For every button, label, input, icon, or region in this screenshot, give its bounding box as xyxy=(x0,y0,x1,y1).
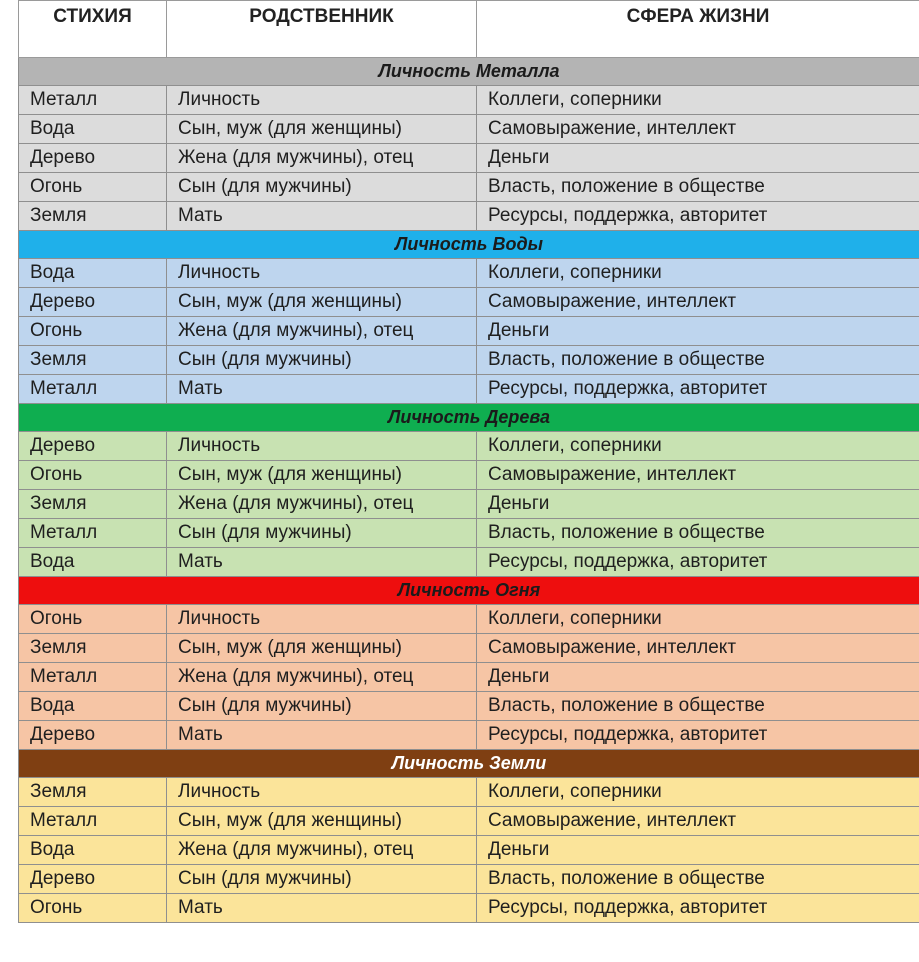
cell-relative: Жена (для мужчины), отец xyxy=(167,490,477,519)
cell-relative: Сын (для мужчины) xyxy=(167,519,477,548)
table-row xyxy=(19,375,919,404)
cell-relative: Мать xyxy=(167,894,477,923)
cell-relative: Личность xyxy=(167,778,477,807)
cell-relative: Жена (для мужчины), отец xyxy=(167,836,477,865)
table-row xyxy=(19,432,919,461)
cell-life-sphere: Самовыражение, интеллект xyxy=(477,807,919,836)
cell-element: Огонь xyxy=(19,461,167,490)
cell-relative: Жена (для мужчины), отец xyxy=(167,317,477,346)
group-header-metal xyxy=(19,58,919,86)
table-row xyxy=(19,317,919,346)
cell-element: Огонь xyxy=(19,894,167,923)
cell-element: Дерево xyxy=(19,865,167,894)
cell-element: Дерево xyxy=(19,288,167,317)
table-row xyxy=(19,836,919,865)
table-row xyxy=(19,461,919,490)
table-row xyxy=(19,115,919,144)
cell-element: Металл xyxy=(19,86,167,115)
cell-life-sphere: Власть, положение в обществе xyxy=(477,519,919,548)
cell-life-sphere: Самовыражение, интеллект xyxy=(477,634,919,663)
cell-element: Металл xyxy=(19,519,167,548)
table-row xyxy=(19,144,919,173)
cell-element: Вода xyxy=(19,692,167,721)
cell-element: Вода xyxy=(19,548,167,577)
cell-life-sphere: Ресурсы, поддержка, авторитет xyxy=(477,721,919,750)
table-row xyxy=(19,605,919,634)
cell-relative: Сын, муж (для женщины) xyxy=(167,288,477,317)
cell-relative: Личность xyxy=(167,432,477,461)
cell-life-sphere: Самовыражение, интеллект xyxy=(477,115,919,144)
cell-life-sphere: Коллеги, соперники xyxy=(477,605,919,634)
header-relative: РОДСТВЕННИК xyxy=(167,1,477,58)
cell-element: Огонь xyxy=(19,605,167,634)
table-body xyxy=(19,58,919,923)
header-element: СТИХИЯ xyxy=(19,1,167,58)
cell-life-sphere: Деньги xyxy=(477,144,919,173)
cell-relative: Мать xyxy=(167,721,477,750)
cell-element: Вода xyxy=(19,259,167,288)
cell-relative: Личность xyxy=(167,259,477,288)
cell-life-sphere: Ресурсы, поддержка, авторитет xyxy=(477,548,919,577)
cell-element: Огонь xyxy=(19,173,167,202)
table-row xyxy=(19,894,919,923)
cell-life-sphere: Деньги xyxy=(477,836,919,865)
cell-element: Земля xyxy=(19,202,167,231)
cell-life-sphere: Коллеги, соперники xyxy=(477,86,919,115)
cell-relative: Жена (для мужчины), отец xyxy=(167,144,477,173)
cell-life-sphere: Коллеги, соперники xyxy=(477,259,919,288)
table-row xyxy=(19,634,919,663)
five-elements-table xyxy=(18,0,919,923)
table-row xyxy=(19,346,919,375)
cell-life-sphere: Ресурсы, поддержка, авторитет xyxy=(477,375,919,404)
cell-relative: Личность xyxy=(167,605,477,634)
group-header-earth xyxy=(19,750,919,778)
table-row xyxy=(19,288,919,317)
cell-life-sphere: Власть, положение в обществе xyxy=(477,173,919,202)
table-row xyxy=(19,692,919,721)
table-row xyxy=(19,86,919,115)
cell-life-sphere: Деньги xyxy=(477,317,919,346)
table-row xyxy=(19,490,919,519)
cell-life-sphere: Власть, положение в обществе xyxy=(477,865,919,894)
cell-element: Металл xyxy=(19,663,167,692)
cell-relative: Мать xyxy=(167,375,477,404)
cell-life-sphere: Деньги xyxy=(477,663,919,692)
cell-life-sphere: Власть, положение в обществе xyxy=(477,346,919,375)
header-row xyxy=(19,1,919,58)
group-header-water xyxy=(19,231,919,259)
cell-relative: Сын, муж (для женщины) xyxy=(167,634,477,663)
header-life-sphere: СФЕРА ЖИЗНИ xyxy=(477,1,919,58)
table-header xyxy=(19,1,919,58)
cell-life-sphere: Самовыражение, интеллект xyxy=(477,461,919,490)
table-row xyxy=(19,519,919,548)
cell-element: Дерево xyxy=(19,721,167,750)
cell-relative: Сын (для мужчины) xyxy=(167,692,477,721)
cell-relative: Сын, муж (для женщины) xyxy=(167,461,477,490)
table-row xyxy=(19,663,919,692)
cell-element: Дерево xyxy=(19,144,167,173)
cell-life-sphere: Власть, положение в обществе xyxy=(477,692,919,721)
cell-relative: Мать xyxy=(167,202,477,231)
table-row xyxy=(19,173,919,202)
group-title: Личность Воды xyxy=(19,231,919,259)
five-elements-table-container xyxy=(18,0,919,923)
cell-element: Металл xyxy=(19,375,167,404)
cell-element: Вода xyxy=(19,836,167,865)
cell-life-sphere: Самовыражение, интеллект xyxy=(477,288,919,317)
group-title: Личность Огня xyxy=(19,577,919,605)
group-title: Личность Земли xyxy=(19,750,919,778)
cell-life-sphere: Деньги xyxy=(477,490,919,519)
table-row xyxy=(19,202,919,231)
cell-element: Земля xyxy=(19,778,167,807)
cell-relative: Сын (для мужчины) xyxy=(167,173,477,202)
table-row xyxy=(19,865,919,894)
cell-relative: Сын, муж (для женщины) xyxy=(167,807,477,836)
cell-relative: Сын (для мужчины) xyxy=(167,346,477,375)
cell-life-sphere: Коллеги, соперники xyxy=(477,778,919,807)
cell-element: Вода xyxy=(19,115,167,144)
cell-element: Металл xyxy=(19,807,167,836)
cell-life-sphere: Ресурсы, поддержка, авторитет xyxy=(477,202,919,231)
cell-relative: Жена (для мужчины), отец xyxy=(167,663,477,692)
table-row xyxy=(19,807,919,836)
cell-relative: Сын (для мужчины) xyxy=(167,865,477,894)
cell-relative: Личность xyxy=(167,86,477,115)
table-row xyxy=(19,548,919,577)
cell-life-sphere: Коллеги, соперники xyxy=(477,432,919,461)
cell-life-sphere: Ресурсы, поддержка, авторитет xyxy=(477,894,919,923)
cell-element: Земля xyxy=(19,634,167,663)
table-row xyxy=(19,721,919,750)
cell-element: Огонь xyxy=(19,317,167,346)
cell-relative: Мать xyxy=(167,548,477,577)
cell-element: Земля xyxy=(19,490,167,519)
table-row xyxy=(19,259,919,288)
group-title: Личность Дерева xyxy=(19,404,919,432)
cell-element: Земля xyxy=(19,346,167,375)
cell-relative: Сын, муж (для женщины) xyxy=(167,115,477,144)
group-header-wood xyxy=(19,404,919,432)
group-header-fire xyxy=(19,577,919,605)
cell-element: Дерево xyxy=(19,432,167,461)
table-row xyxy=(19,778,919,807)
group-title: Личность Металла xyxy=(19,58,919,86)
